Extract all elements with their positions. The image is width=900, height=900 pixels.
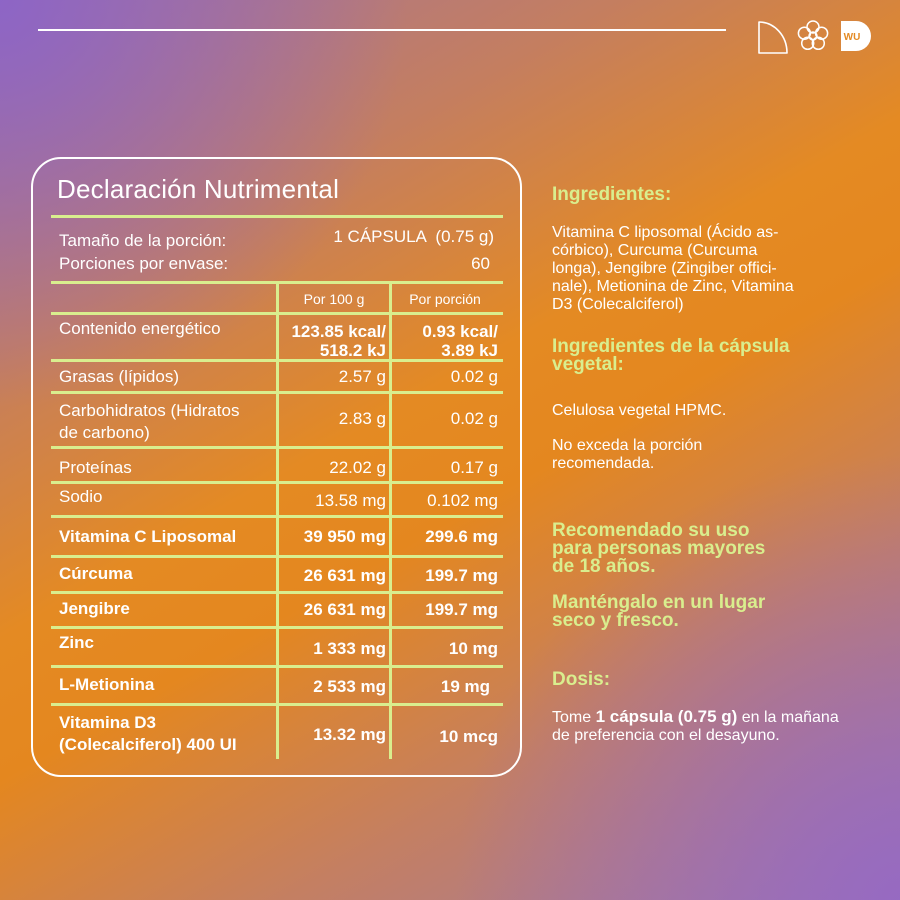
column-header-per100: Por 100 g — [303, 291, 365, 307]
row-value-per-serving: 0.02 g — [450, 409, 498, 428]
column-header-per-serving: Por porción — [409, 291, 481, 307]
row-label: Cúrcuma — [59, 564, 133, 583]
row-value-per-serving: 0.02 g — [450, 367, 498, 386]
row-value-per-serving: 19 mg — [440, 677, 490, 696]
row-value-per100: 2 533 mg — [313, 677, 386, 696]
table-divider — [51, 215, 503, 218]
dose-warning-text: No exceda la porción recomendada. — [552, 437, 703, 472]
serving-size-value: 1 CÁPSULA (0.75 g) — [333, 227, 494, 246]
row-label: Zinc — [59, 633, 94, 652]
capsule-ingredients-text: Celulosa vegetal HPMC. — [552, 402, 727, 419]
row-value-per100: 13.32 mg — [313, 725, 386, 744]
row-value-per100: 26 631 mg — [303, 566, 386, 585]
row-label: Jengibre — [59, 599, 130, 618]
row-value-per100: 22.02 g — [329, 458, 386, 477]
row-value-per100: 39 950 mg — [303, 527, 386, 546]
ww-logo-icon — [839, 19, 873, 53]
age-recommendation: Recomendado su uso para personas mayores de 18 años. — [552, 520, 766, 577]
row-label: Vitamina C Liposomal — [59, 527, 237, 546]
storage-instruction: Manténgalo en un lugar seco y fresco. — [552, 592, 766, 631]
row-label: Carbohidratos (Hidratos de carbono) — [59, 401, 240, 442]
row-value-per-serving: 0.102 mg — [427, 491, 498, 510]
quarter-circle-icon — [757, 19, 789, 55]
row-value-per-serving: 10 mcg — [439, 727, 498, 746]
servings-value: 60 — [471, 254, 490, 273]
row-value-per100: 123.85 kcal/ 518.2 kJ — [291, 322, 386, 360]
flower-icon — [796, 19, 830, 53]
row-label: Grasas (lípidos) — [59, 367, 179, 386]
serving-size-label: Tamaño de la porción: — [59, 231, 227, 250]
row-value-per-serving: 199.7 mg — [425, 600, 498, 619]
row-value-per-serving: 0.93 kcal/ 3.89 kJ — [422, 322, 498, 360]
top-divider — [38, 29, 726, 31]
row-value-per-serving: 10 mg — [448, 639, 498, 658]
row-label: L-Metionina — [59, 675, 155, 694]
row-value-per-serving: 299.6 mg — [425, 527, 498, 546]
dose-title: Dosis: — [552, 669, 611, 690]
row-value-per-serving: 0.17 g — [450, 458, 498, 477]
row-value-per100: 26 631 mg — [303, 600, 386, 619]
row-label: Sodio — [59, 487, 103, 506]
servings-label: Porciones por envase: — [59, 254, 229, 273]
row-value-per100: 2.83 g — [338, 409, 386, 428]
row-value-per100: 2.57 g — [338, 367, 386, 386]
svg-text:WU: WU — [843, 32, 861, 43]
row-label: Contenido energético — [59, 319, 221, 338]
nutrition-title: Declaración Nutrimental — [57, 174, 340, 204]
column-divider — [276, 283, 279, 759]
capsule-ingredients-title: Ingredientes de la cápsula vegetal: — [552, 336, 790, 375]
row-value-per-serving: 199.7 mg — [425, 566, 498, 585]
row-value-per100: 13.58 mg — [315, 491, 386, 510]
ingredients-title: Ingredientes: — [552, 184, 672, 205]
dose-text: Tome 1 cápsula (0.75 g) en la mañana de preferencia con el desayuno. — [552, 707, 839, 744]
row-label: Vitamina D3 (Colecalciferol) 400 UI — [59, 713, 237, 754]
ingredients-text: Vitamina C liposomal (Ácido as- córbico), Curcuma (Curcuma longa), Jengibre (Zingiber offici- nale), Metionina de Zinc, Vitamina D3 (Colecalciferol) — [552, 224, 794, 313]
row-label: Proteínas — [59, 458, 132, 477]
row-value-per100: 1 333 mg — [313, 639, 386, 658]
